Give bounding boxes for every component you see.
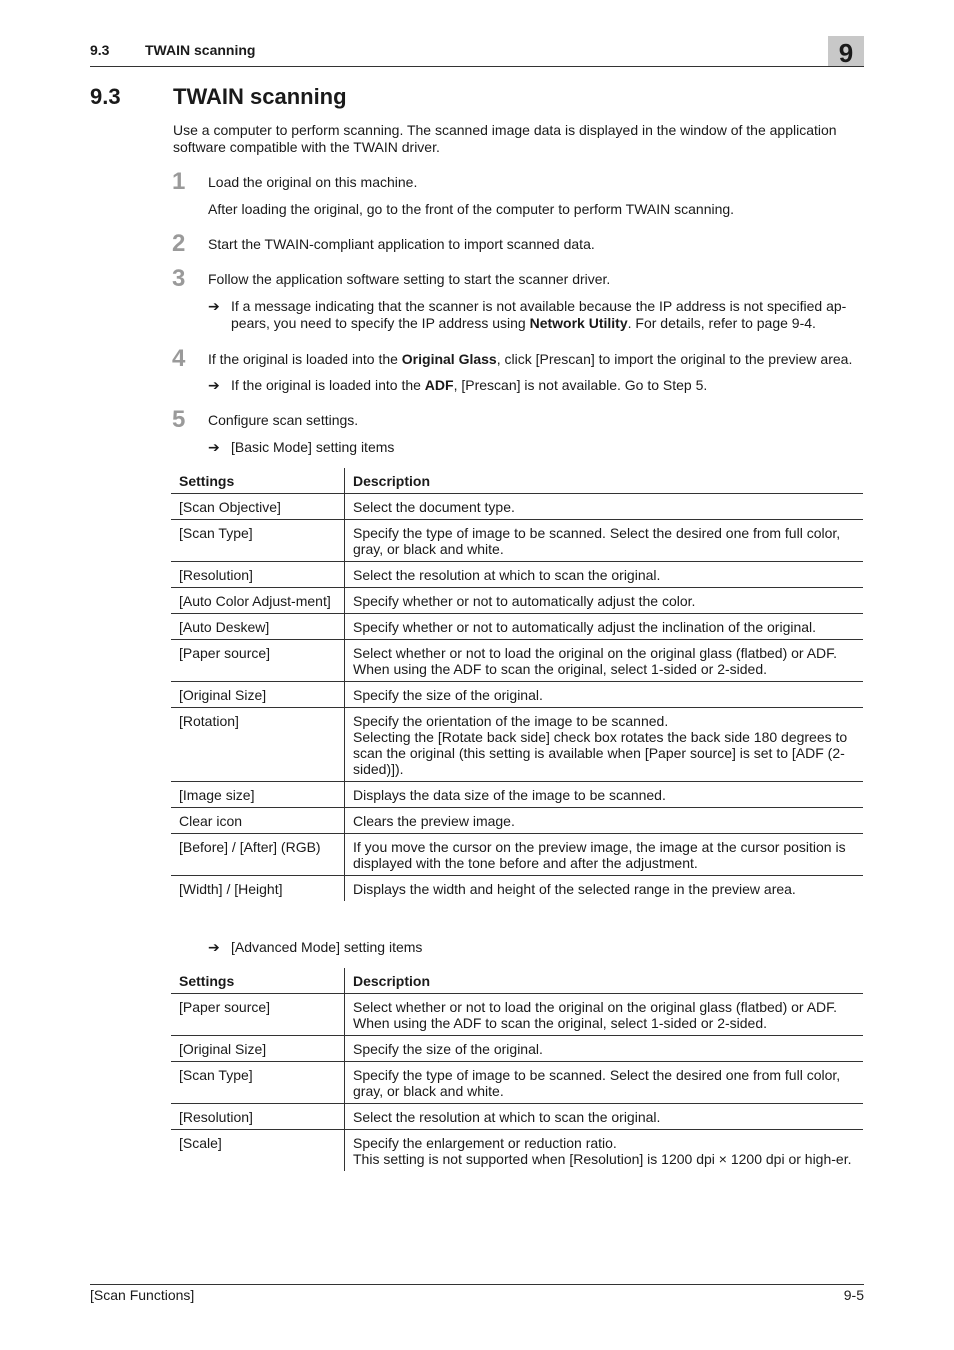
page-footer (90, 1284, 864, 1303)
advanced-mode-label (208, 939, 864, 956)
setting-name-cell: [Width] / [Height] (171, 876, 345, 902)
setting-description-cell: Specify the type of image to be scanned. Select the desired one from full color, gray, or black and white. (345, 520, 864, 562)
setting-description-cell: Specify whether or not to automatically adjust the inclination of the original. (345, 614, 864, 640)
arrow-icon: ➔ (208, 439, 220, 455)
table-row (171, 520, 863, 562)
arrow-icon: ➔ (208, 377, 220, 393)
setting-name-cell: [Paper source] (171, 640, 345, 682)
step-5-text: Configure scan settings. (208, 412, 359, 428)
step-1-detail: After loading the original, go to the front of the computer to perform TWAIN scanning. (208, 201, 735, 217)
advanced-mode-label-text: [Advanced Mode] setting items (231, 939, 423, 955)
setting-name-cell: [Before] / [After] (RGB) (171, 834, 345, 876)
header-section-title: TWAIN scanning (145, 42, 256, 58)
intro-paragraph: Use a computer to perform scanning. The scanned image data is displayed in the window of the application software compatible with the TWAIN driver. (173, 122, 837, 155)
step-4-note-text-a: If the original is loaded into the (231, 377, 425, 393)
table-row (171, 994, 863, 1036)
step-2-text: Start the TWAIN-compliant application to import scanned data. (208, 236, 595, 252)
step-3-text: Follow the application software setting to start the scanner driver. (208, 271, 611, 287)
setting-description-cell: Specify the enlargement or reduction ratio. This setting is not supported when [Resolution] is 1200 dpi × 1200 dpi or high-er. (353, 1135, 852, 1167)
setting-description-cell: Select the resolution at which to scan the original. (345, 1104, 864, 1130)
table-row (171, 782, 863, 808)
setting-description-cell: Displays the width and height of the selected range in the preview area. (353, 881, 796, 897)
step-4-note (208, 377, 864, 394)
setting-description-cell: Specify whether or not to automatically adjust the color. (345, 588, 864, 614)
setting-name-cell: [Resolution] (171, 1104, 345, 1130)
table-row (171, 640, 863, 682)
step-number-4: 4 (172, 345, 186, 372)
table-row (171, 1062, 863, 1104)
column-header-settings: Settings (171, 968, 345, 994)
setting-description-cell: Select the resolution at which to scan the original. (345, 562, 864, 588)
setting-name-cell: [Rotation] (171, 708, 345, 782)
setting-name-cell: [Scan Type] (171, 520, 345, 562)
setting-name-cell: [Image size] (171, 782, 345, 808)
setting-description-cell: Specify the size of the original. (345, 1036, 864, 1062)
step-4-text-b: , click [Prescan] to import the original to the preview area. (496, 351, 853, 367)
table-row (171, 1104, 863, 1130)
column-header-description: Description (345, 468, 864, 494)
table-row (171, 562, 863, 588)
setting-description-cell: Specify the size of the original. (345, 682, 864, 708)
step-3-note-text-a: If a message indicating that the scanner is not available because the IP address is not specified ap-pears, you need to specify the IP address using (231, 298, 847, 331)
setting-name-cell: [Scale] (171, 1130, 345, 1172)
basic-table-body (171, 494, 863, 902)
arrow-icon: ➔ (208, 939, 220, 955)
column-header-description: Description (345, 968, 864, 994)
setting-name-cell: [Original Size] (171, 1036, 345, 1062)
step-3-note-text-b: . For details, refer to page 9-4. (627, 315, 816, 331)
step-number-2: 2 (172, 230, 186, 257)
table-row (171, 614, 863, 640)
step-number-3: 3 (172, 265, 186, 292)
setting-description-cell: Clears the preview image. (345, 808, 864, 834)
setting-name-cell: [Scan Type] (171, 1062, 345, 1104)
setting-name-cell: [Scan Objective] (171, 494, 345, 520)
setting-description-cell: Specify the orientation of the image to be scanned. Selecting the [Rotate back side] check box rotates the back side 180 degrees to scan the original (this setting is available when [Paper source] is set to [ADF (2-sided)]). (345, 708, 864, 782)
basic-mode-label (208, 439, 864, 456)
table-header-row (171, 968, 863, 994)
running-header (90, 36, 864, 67)
step-number-1: 1 (172, 168, 186, 195)
column-header-settings: Settings (171, 468, 345, 494)
table-row (171, 682, 863, 708)
section-heading-number: 9.3 (90, 84, 121, 109)
arrow-icon: ➔ (208, 298, 220, 314)
step-4-note-bold: ADF (424, 377, 454, 393)
table-row (171, 1130, 863, 1172)
step-4-text (208, 351, 868, 368)
table-header-row (171, 468, 863, 494)
basic-mode-label-text: [Basic Mode] setting items (231, 439, 395, 455)
table-row (171, 588, 863, 614)
table-row (171, 834, 863, 876)
table-row (171, 1036, 863, 1062)
advanced-mode-table (171, 968, 863, 1171)
footer-page-number: 9-5 (843, 1287, 864, 1303)
chapter-tab: 9 (828, 36, 864, 66)
setting-name-cell: [Auto Deskew] (171, 614, 345, 640)
step-4-note-text-b: , [Prescan] is not available. Go to Step 5. (453, 377, 708, 393)
setting-description-cell: Displays the data size of the image to be scanned. (345, 782, 864, 808)
step-number-5: 5 (172, 406, 186, 433)
setting-description-cell: Select whether or not to load the original on the original glass (flatbed) or ADF. When using the ADF to scan the original, select 1-sided or 2-sided. (345, 994, 864, 1036)
advanced-table-body (171, 994, 863, 1172)
step-4-text-a: If the original is loaded into the (208, 351, 402, 367)
setting-name-cell: [Resolution] (171, 562, 345, 588)
setting-description-cell: Select whether or not to load the original on the original glass (flatbed) or ADF. When using the ADF to scan the original, select 1-sided or 2-sided. (345, 640, 864, 682)
section-heading-title: TWAIN scanning (173, 84, 347, 109)
step-3-note (208, 298, 864, 332)
step-1-text: Load the original on this machine. (208, 174, 418, 190)
step-3-note-bold: Network Utility (529, 315, 628, 331)
footer-chapter-name: [Scan Functions] (90, 1287, 195, 1303)
step-4-text-bold: Original Glass (401, 351, 497, 367)
setting-name-cell: [Original Size] (171, 682, 345, 708)
table-row (171, 708, 863, 782)
table-row (171, 494, 863, 520)
setting-description-cell: Specify the type of image to be scanned. Select the desired one from full color, gray, or black and white. (345, 1062, 864, 1104)
basic-mode-table (171, 468, 863, 901)
setting-description-cell: If you move the cursor on the preview image, the image at the cursor position is displayed with the tone before and after the adjustment. (345, 834, 864, 876)
setting-name-cell: Clear icon (171, 808, 345, 834)
setting-description-cell: Select the document type. (345, 494, 864, 520)
setting-name-cell: [Paper source] (171, 994, 345, 1036)
table-row (171, 876, 863, 902)
table-row (171, 808, 863, 834)
header-section-number: 9.3 (90, 42, 110, 58)
setting-name-cell: [Auto Color Adjust-ment] (171, 588, 345, 614)
